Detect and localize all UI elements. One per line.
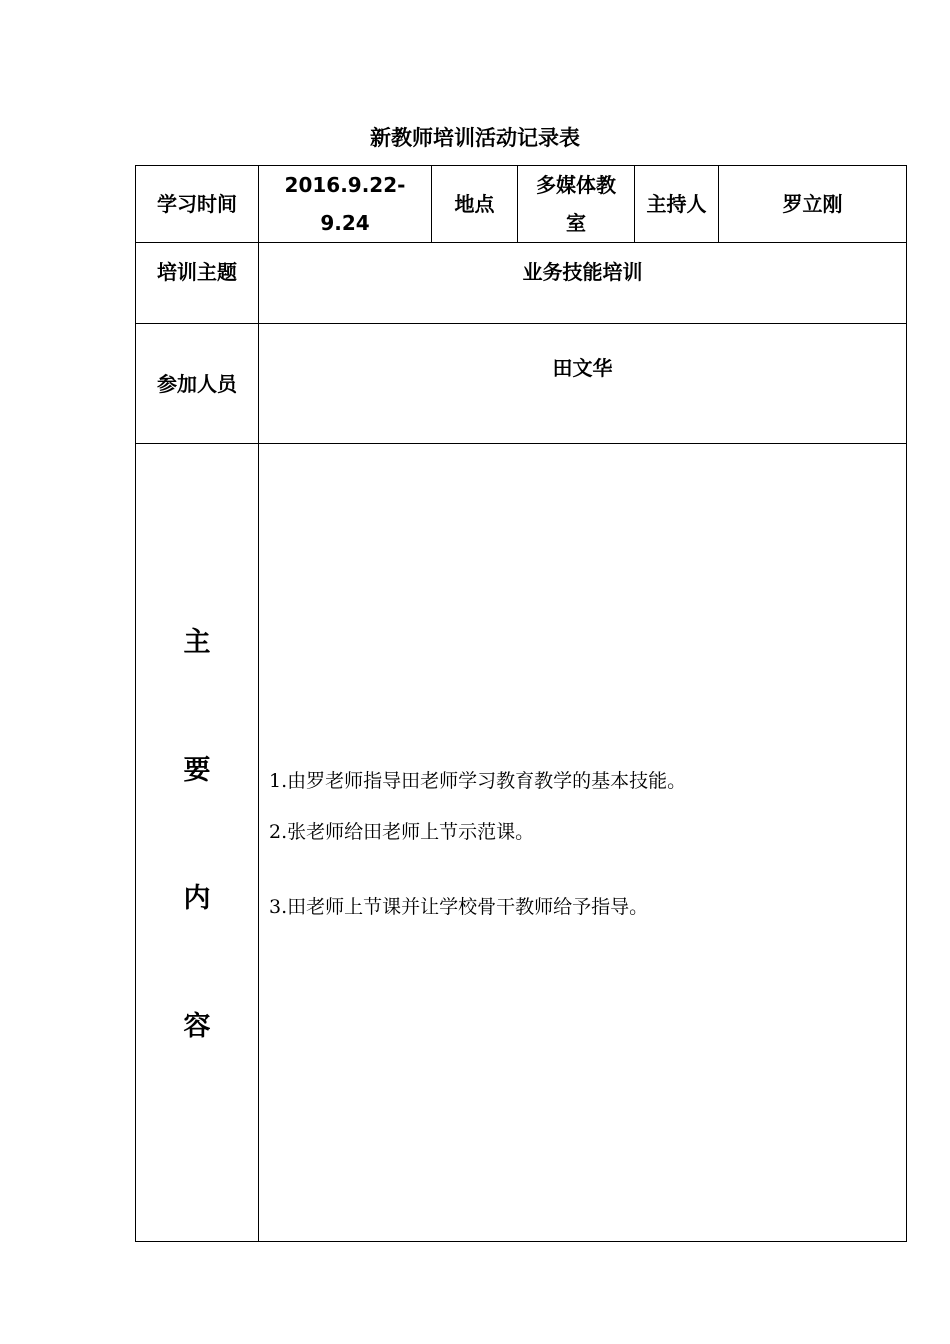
- record-table: [135, 165, 907, 1242]
- main-label-char: 内: [183, 883, 211, 914]
- table-row-topic: [136, 243, 907, 324]
- place-value-line1: 多媒体教: [536, 173, 616, 197]
- main-content-body: [259, 444, 907, 1242]
- main-content-label: [136, 444, 259, 1242]
- content-item: 3.田老师上节课并让学校骨干教师给予指导。: [269, 896, 649, 918]
- place-value: [518, 166, 635, 243]
- study-time-value: [259, 166, 432, 243]
- table-row-participants: [136, 324, 907, 444]
- place-value-line2: 室: [566, 211, 586, 235]
- topic-label: 培训主题: [136, 243, 259, 324]
- participants-value: 田文华: [259, 324, 907, 444]
- study-time-label: 学习时间: [136, 166, 259, 243]
- place-label: 地点: [432, 166, 518, 243]
- document-title: 新教师培训活动记录表: [370, 126, 580, 150]
- main-label-char: 主: [183, 627, 211, 658]
- content-item: 2.张老师给田老师上节示范课。: [269, 821, 535, 843]
- main-label-char: 要: [183, 755, 211, 786]
- participants-label: 参加人员: [136, 324, 259, 444]
- table-row-schedule: [136, 166, 907, 243]
- main-label-char: 容: [183, 1011, 211, 1042]
- study-time-value-line2: 9.24: [320, 211, 370, 235]
- host-label: 主持人: [635, 166, 719, 243]
- table-row-main-content: [136, 444, 907, 1242]
- topic-value: 业务技能培训: [259, 243, 907, 324]
- study-time-value-line1: 2016.9.22-: [284, 173, 406, 197]
- content-item: 1.由罗老师指导田老师学习教育教学的基本技能。: [269, 770, 687, 792]
- host-value: 罗立刚: [719, 166, 907, 243]
